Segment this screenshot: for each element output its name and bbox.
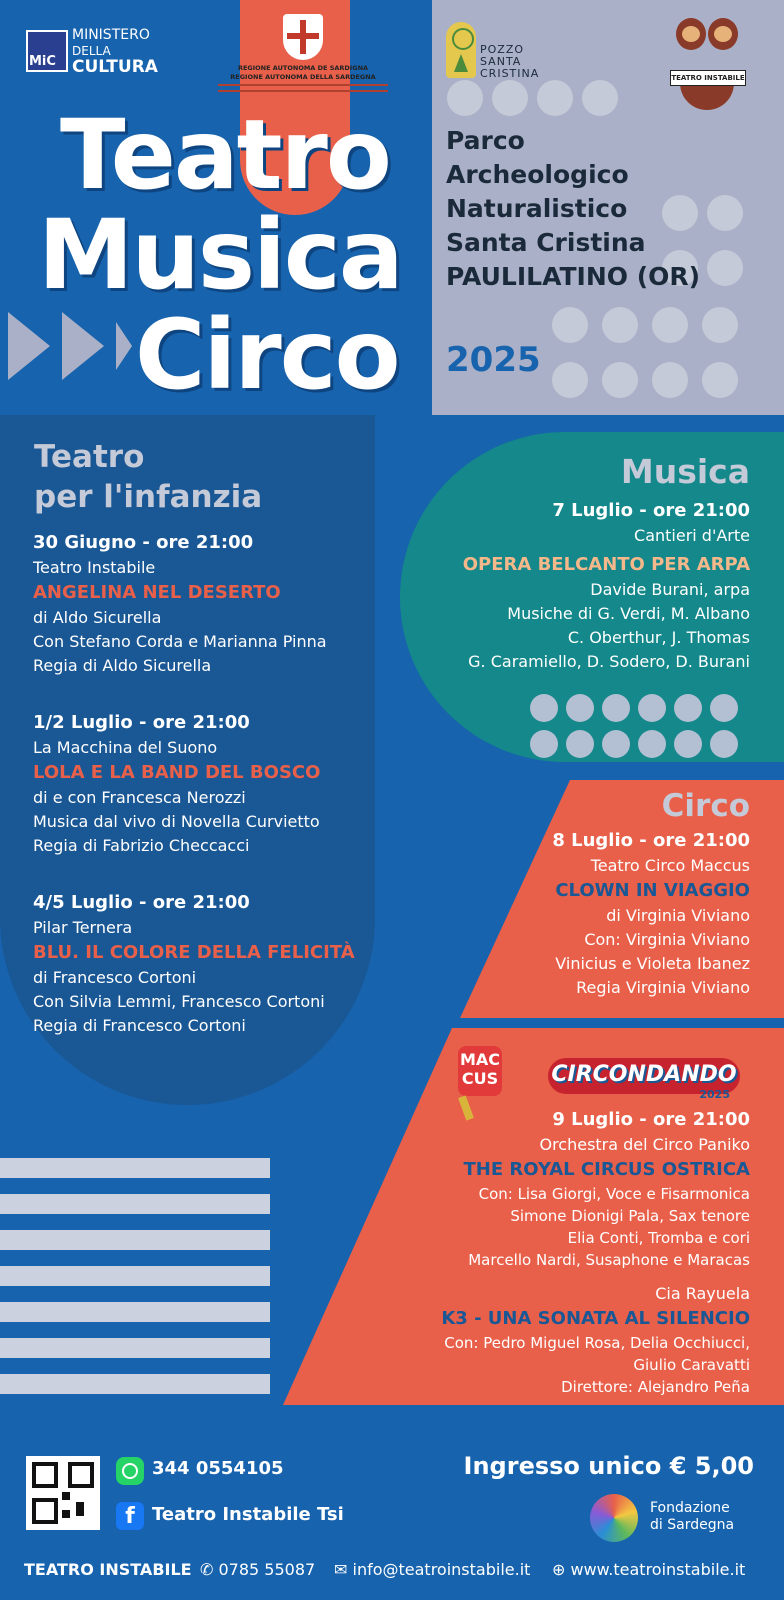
event-line: Vinicius e Violeta Ibanez <box>555 954 750 973</box>
event-clown <box>420 828 750 1000</box>
circondando-label: CIRCONDANDO <box>551 1062 737 1087</box>
decor-stripe <box>0 1266 270 1286</box>
event-title: LOLA E LA BAND DEL BOSCO <box>33 762 321 783</box>
mic-label: MiC <box>29 54 56 69</box>
regione-line: REGIONE AUTONOMA DELLA SARDEGNA <box>230 73 376 81</box>
event-date: 9 Luglio - ore 21:00 <box>552 1109 750 1130</box>
event-title: BLU. IL COLORE DELLA FELICITÀ <box>33 942 355 963</box>
event-line: G. Caramiello, D. Sodero, D. Burani <box>468 652 750 671</box>
event-line: Simone Dionigi Pala, Sax tenore <box>510 1207 750 1225</box>
footer-org: TEATRO INSTABILE <box>24 1560 192 1579</box>
event-line: di e con Francesca Nerozzi <box>33 788 246 807</box>
ministero-line: CULTURA <box>72 57 158 77</box>
ministero-line: MINISTERO <box>72 27 150 43</box>
event-company: Orchestra del Circo Paniko <box>539 1135 750 1154</box>
location-line: Santa Cristina <box>446 228 646 257</box>
teatro-title-line: per l'infanzia <box>34 479 263 515</box>
location-line: Archeologico <box>446 160 629 189</box>
pozzo-line: SANTA <box>480 55 522 68</box>
event-line: Con: Virginia Viviano <box>584 930 750 949</box>
event-line: Con: Lisa Giorgi, Voce e Fisarmonica <box>478 1185 750 1203</box>
event-company: Teatro Circo Maccus <box>590 856 750 875</box>
event-title: THE ROYAL CIRCUS OSTRICA <box>463 1159 750 1180</box>
whatsapp-number[interactable]: 344 0554105 <box>152 1458 284 1479</box>
event-line: Marcello Nardi, Susaphone e Maracas <box>468 1251 750 1269</box>
circondando-year: 2025 <box>699 1088 730 1101</box>
regione-line: REGIONE AUTONOMA DE SARDIGNA <box>237 64 369 72</box>
teatro-logo-label: TEATRO INSTABILE <box>670 70 746 86</box>
event-date: 4/5 Luglio - ore 21:00 <box>33 892 250 913</box>
maccus-line: MAC <box>459 1050 501 1069</box>
maccus-line: CUS <box>461 1069 499 1088</box>
event-company: Cantieri d'Arte <box>634 526 750 545</box>
ingresso-label: Ingresso unico € 5,00 <box>463 1452 754 1480</box>
location-line: PAULILATINO (OR) <box>446 262 701 291</box>
event-line: Elia Conti, Tromba e cori <box>567 1229 750 1247</box>
footer-phone[interactable] <box>200 1560 315 1579</box>
title-word-musica: Musica <box>38 199 402 311</box>
event-title: ANGELINA NEL DESERTO <box>33 582 281 603</box>
event-company: Teatro Instabile <box>33 558 156 577</box>
whatsapp-icon <box>116 1457 144 1485</box>
decor-stripe <box>0 1158 270 1178</box>
footer-web-url: www.teatroinstabile.it <box>570 1560 746 1579</box>
event-line: Davide Burani, arpa <box>590 580 750 599</box>
maccus-label <box>458 1046 502 1096</box>
event-line: di Virginia Viviano <box>606 906 750 925</box>
fondazione-text <box>650 1500 734 1534</box>
event-k3 <box>400 1282 750 1398</box>
event-date: 8 Luglio - ore 21:00 <box>552 830 750 851</box>
circo-title: Circo <box>661 788 750 824</box>
decor-stripe <box>0 1374 270 1394</box>
event-line: Musica dal vivo di Novella Curvietto <box>33 812 320 831</box>
event-line: Regia di Francesco Cortoni <box>33 1016 246 1035</box>
teatro-title-line: Teatro <box>34 439 145 475</box>
event-date: 7 Luglio - ore 21:00 <box>552 500 750 521</box>
event-company: Cia Rayuela <box>655 1284 750 1303</box>
title-word-circo: Circo <box>135 299 399 411</box>
event-line: Giulio Caravatti <box>633 1356 750 1374</box>
event-line: Regia di Fabrizio Checcacci <box>33 836 250 855</box>
event-company: La Macchina del Suono <box>33 738 218 757</box>
event-line: Direttore: Alejandro Peña <box>561 1378 750 1396</box>
footer-email-address: info@teatroinstabile.it <box>352 1560 531 1579</box>
event-line: Regia Virginia Viviano <box>576 978 750 997</box>
facebook-icon: f <box>116 1502 144 1530</box>
footer-web[interactable] <box>552 1560 745 1579</box>
event-date: 1/2 Luglio - ore 21:00 <box>33 712 250 733</box>
footer-phone-number: 0785 55087 <box>218 1560 316 1579</box>
ministero-line: DELLA <box>72 44 111 58</box>
decor-stripe <box>0 1230 270 1250</box>
decor-stripe <box>0 1302 270 1322</box>
facebook-page[interactable]: Teatro Instabile Tsi <box>152 1504 344 1525</box>
event-line: di Aldo Sicurella <box>33 608 162 627</box>
event-line: Musiche di G. Verdi, M. Albano <box>507 604 750 623</box>
event-line: Con Silvia Lemmi, Francesco Cortoni <box>33 992 325 1011</box>
decor-stripe <box>0 1338 270 1358</box>
event-line: Con: Pedro Miguel Rosa, Delia Occhiucci, <box>444 1334 750 1352</box>
pozzo-line: POZZO <box>480 43 525 56</box>
event-line: Regia di Aldo Sicurella <box>33 656 212 675</box>
qr-code-icon[interactable] <box>26 1456 100 1530</box>
musica-title: Musica <box>620 452 750 491</box>
fondazione-logo-icon <box>590 1494 638 1542</box>
event-title: K3 - UNA SONATA AL SILENCIO <box>441 1308 750 1329</box>
location-line: Parco <box>446 126 525 155</box>
event-date: 30 Giugno - ore 21:00 <box>33 532 254 553</box>
location-line: Naturalistico <box>446 194 628 223</box>
title-word-teatro: Teatro <box>60 99 390 211</box>
event-line: Con Stefano Corda e Marianna Pinna <box>33 632 327 651</box>
phone-icon: ✆ <box>200 1560 214 1579</box>
event-company: Pilar Ternera <box>33 918 133 937</box>
circondando-logo <box>548 1048 740 1100</box>
email-icon: ✉ <box>334 1560 348 1579</box>
event-line: C. Oberthur, J. Thomas <box>567 628 750 647</box>
footer-email[interactable] <box>334 1560 530 1579</box>
pozzo-line: CRISTINA <box>480 67 540 80</box>
decor-stripe <box>0 1194 270 1214</box>
globe-icon: ⊕ <box>552 1560 566 1579</box>
event-title: OPERA BELCANTO PER ARPA <box>462 554 750 575</box>
event-title: CLOWN IN VIAGGIO <box>555 880 750 901</box>
fondazione-line: Fondazione <box>650 1500 730 1516</box>
fondazione-line: di Sardegna <box>650 1517 735 1533</box>
event-ostrica <box>400 1107 750 1271</box>
event-line: di Francesco Cortoni <box>33 968 197 987</box>
year-label: 2025 <box>446 340 541 380</box>
